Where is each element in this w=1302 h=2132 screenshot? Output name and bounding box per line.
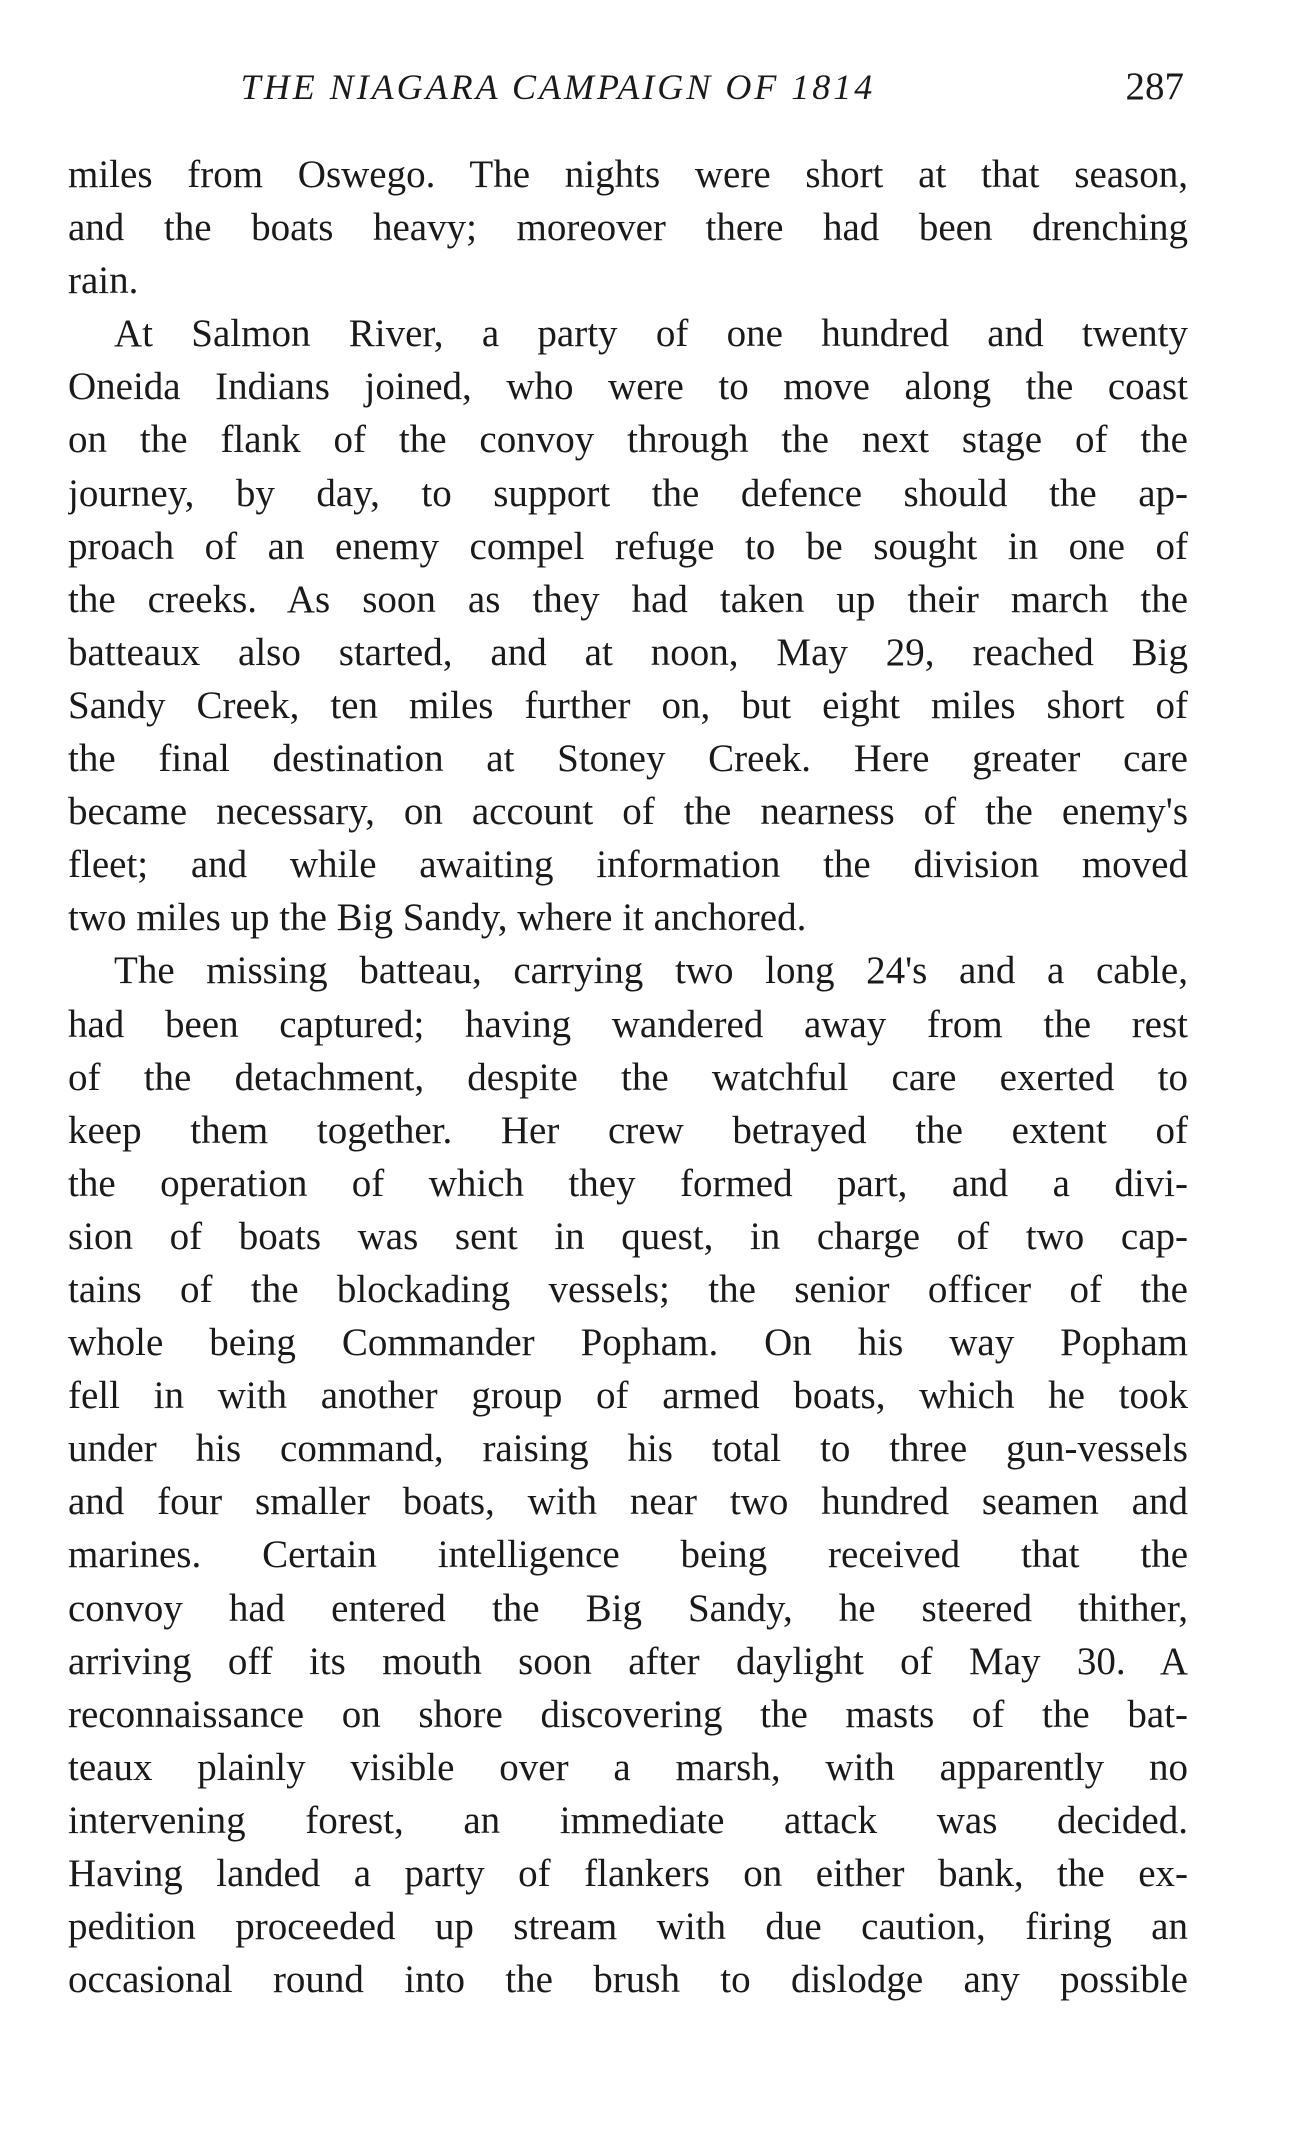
text-line: fell in with another group of armed boats, which he took <box>68 1374 1188 1418</box>
text-line: reconnaissance on shore discovering the masts of the bat- <box>68 1692 1188 1736</box>
running-head <box>68 62 1188 112</box>
text-line: intervening forest, an immediate attack was decided. <box>68 1798 1188 1842</box>
text-line: two miles up the Big Sandy, where it anchored. <box>68 896 807 940</box>
text-line: arriving off its mouth soon after daylight of May 30. A <box>68 1639 1188 1683</box>
text-line: sion of boats was sent in quest, in charge of two cap- <box>68 1214 1188 1258</box>
text-line: whole being Commander Popham. On his way Popham <box>68 1321 1188 1365</box>
text-line: Having landed a party of flankers on either bank, the ex- <box>68 1852 1188 1895</box>
text-line: and four smaller boats, with near two hundred seamen and <box>68 1480 1188 1524</box>
text-line: fleet; and while awaiting information the division moved <box>68 843 1188 887</box>
text-line: tains of the blockading vessels; the senior officer of the <box>68 1267 1188 1311</box>
text-line: teaux plainly visible over a marsh, with apparently no <box>68 1745 1188 1789</box>
text-line: miles from Oswego. The nights were short at that season, <box>68 153 1188 196</box>
text-line: proach of an enemy compel refuge to be sought in one of <box>68 524 1188 568</box>
page-number: 287 <box>1125 65 1184 108</box>
text-line: the operation of which they formed part, and a divi- <box>68 1161 1188 1205</box>
paragraph <box>68 148 1188 307</box>
body-text <box>68 148 1188 2006</box>
text-line: of the detachment, despite the watchful care exerted to <box>68 1055 1188 1099</box>
text-line: The missing batteau, carrying two long 24's and a cable, <box>114 949 1188 993</box>
text-line: occasional round into the brush to dislodge any possible <box>68 1958 1188 2002</box>
text-line: had been captured; having wandered away from the rest <box>68 1002 1188 1046</box>
text-line: batteaux also started, and at noon, May 29, reached Big <box>68 630 1188 674</box>
text-line: rain. <box>68 259 139 303</box>
text-line: the creeks. As soon as they had taken up their march the <box>68 577 1188 621</box>
text-line: convoy had entered the Big Sandy, he steered thither, <box>68 1586 1188 1630</box>
text-line: keep them together. Her crew betrayed the extent of <box>68 1108 1188 1152</box>
text-line: marines. Certain intelligence being received that the <box>68 1533 1188 1577</box>
text-line: under his command, raising his total to three gun-vessels <box>68 1427 1188 1471</box>
book-page <box>68 62 1188 2006</box>
paragraph <box>68 307 1188 944</box>
text-line: on the flank of the convoy through the next stage of the <box>68 418 1188 462</box>
text-line: Sandy Creek, ten miles further on, but eight miles short of <box>68 683 1188 727</box>
text-line: At Salmon River, a party of one hundred and twenty <box>114 312 1188 356</box>
text-line: and the boats heavy; moreover there had been drenching <box>68 206 1188 250</box>
paragraph <box>68 944 1188 2006</box>
text-line: became necessary, on account of the nearness of the enemy's <box>68 790 1188 834</box>
text-line: the final destination at Stoney Creek. Here greater care <box>68 737 1188 781</box>
text-line: pedition proceeded up stream with due caution, firing an <box>68 1905 1188 1949</box>
running-title: THE NIAGARA CAMPAIGN OF 1814 <box>240 67 876 107</box>
text-line: journey, by day, to support the defence should the ap- <box>68 471 1188 515</box>
text-line: Oneida Indians joined, who were to move along the coast <box>68 365 1188 409</box>
